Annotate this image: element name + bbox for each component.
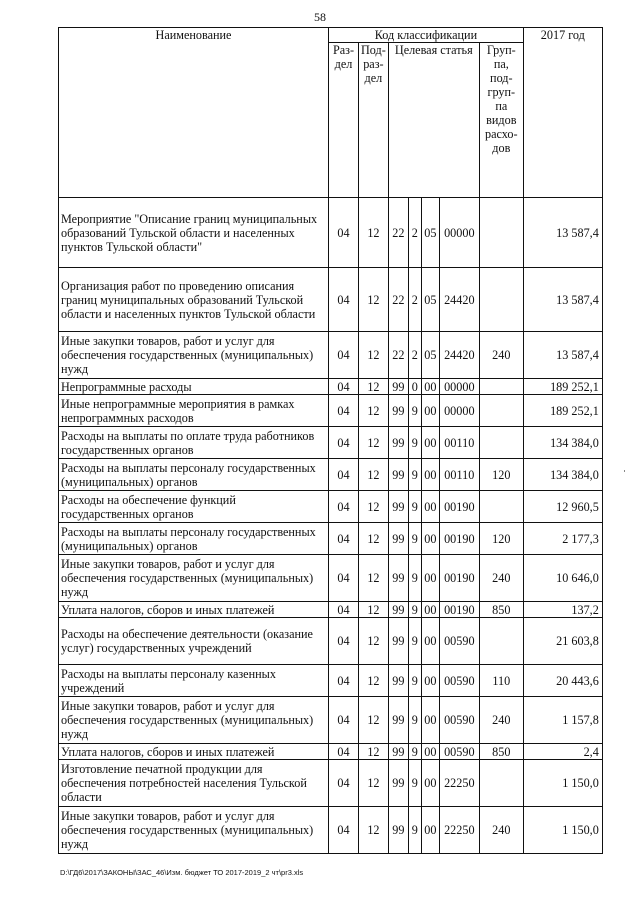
row-target-direction: 24420 <box>439 268 479 332</box>
table-row <box>59 427 603 459</box>
row-subsection: 12 <box>359 395 389 427</box>
row-target-program: 99 <box>388 555 408 602</box>
row-target-program: 99 <box>388 459 408 491</box>
row-target-direction: 00110 <box>439 459 479 491</box>
row-subsection: 12 <box>359 555 389 602</box>
table-row <box>59 198 603 268</box>
row-name: Расходы на выплаты персоналу государственных (муниципальных) органов <box>59 459 329 491</box>
header-code-group: Код классификации <box>329 28 524 43</box>
row-target-program: 99 <box>388 395 408 427</box>
row-subsection: 12 <box>359 807 389 854</box>
row-target-direction: 00190 <box>439 491 479 523</box>
table-row <box>59 555 603 602</box>
header-name: Наименование <box>59 28 329 198</box>
row-expense-group: 110 <box>479 665 523 697</box>
row-expense-group <box>479 618 523 665</box>
row-target-direction: 00190 <box>439 523 479 555</box>
row-name: Расходы на обеспечение функций государственных органов <box>59 491 329 523</box>
row-amount-2017: 1 150,0 <box>523 807 602 854</box>
row-section: 04 <box>329 427 359 459</box>
row-amount-2017: 134 384,0 <box>523 427 602 459</box>
row-target-event: 00 <box>421 555 439 602</box>
row-amount-2017: 1 150,0 <box>523 760 602 807</box>
row-target-subprogram: 9 <box>408 523 421 555</box>
row-section: 04 <box>329 491 359 523</box>
table-row <box>59 379 603 395</box>
row-target-subprogram: 2 <box>408 332 421 379</box>
row-expense-group: 120 <box>479 459 523 491</box>
row-subsection: 12 <box>359 744 389 760</box>
row-target-event: 00 <box>421 491 439 523</box>
row-target-program: 99 <box>388 602 408 618</box>
row-expense-group <box>479 491 523 523</box>
margin-mark <box>624 470 625 472</box>
row-target-event: 00 <box>421 760 439 807</box>
row-target-event: 00 <box>421 523 439 555</box>
row-section: 04 <box>329 459 359 491</box>
row-target-program: 99 <box>388 523 408 555</box>
row-target-program: 99 <box>388 697 408 744</box>
row-amount-2017: 1 157,8 <box>523 697 602 744</box>
table-row <box>59 268 603 332</box>
row-target-direction: 00590 <box>439 697 479 744</box>
row-subsection: 12 <box>359 459 389 491</box>
row-section: 04 <box>329 395 359 427</box>
row-target-program: 99 <box>388 427 408 459</box>
table-row <box>59 744 603 760</box>
row-target-program: 99 <box>388 807 408 854</box>
row-target-subprogram: 9 <box>408 807 421 854</box>
row-target-program: 99 <box>388 618 408 665</box>
row-name: Непрограммные расходы <box>59 379 329 395</box>
row-subsection: 12 <box>359 427 389 459</box>
row-target-program: 99 <box>388 379 408 395</box>
row-name: Организация работ по проведению описания границ муниципальных образований Тульской области и населенных пунктов Тульской области <box>59 268 329 332</box>
row-subsection: 12 <box>359 198 389 268</box>
row-subsection: 12 <box>359 760 389 807</box>
table-row <box>59 395 603 427</box>
table-row <box>59 332 603 379</box>
row-section: 04 <box>329 523 359 555</box>
row-target-direction: 00110 <box>439 427 479 459</box>
row-name: Расходы на обеспечение деятельности (оказание услуг) государственных учреждений <box>59 618 329 665</box>
table-row <box>59 491 603 523</box>
row-expense-group <box>479 395 523 427</box>
row-target-event: 00 <box>421 744 439 760</box>
row-target-direction: 00000 <box>439 379 479 395</box>
row-subsection: 12 <box>359 523 389 555</box>
row-subsection: 12 <box>359 332 389 379</box>
row-target-direction: 00000 <box>439 198 479 268</box>
row-section: 04 <box>329 807 359 854</box>
row-target-direction: 00590 <box>439 744 479 760</box>
row-amount-2017: 13 587,4 <box>523 332 602 379</box>
row-amount-2017: 20 443,6 <box>523 665 602 697</box>
row-target-direction: 00000 <box>439 395 479 427</box>
row-expense-group <box>479 379 523 395</box>
row-target-event: 00 <box>421 602 439 618</box>
header-row-top <box>59 28 603 43</box>
row-target-event: 05 <box>421 332 439 379</box>
row-target-event: 00 <box>421 697 439 744</box>
row-target-event: 00 <box>421 379 439 395</box>
row-expense-group: 240 <box>479 807 523 854</box>
row-name: Расходы на выплаты персоналу казенных учреждений <box>59 665 329 697</box>
row-amount-2017: 2 177,3 <box>523 523 602 555</box>
row-target-program: 99 <box>388 744 408 760</box>
row-expense-group: 120 <box>479 523 523 555</box>
page-number: 58 <box>314 10 326 24</box>
row-name: Уплата налогов, сборов и иных платежей <box>59 602 329 618</box>
row-target-event: 00 <box>421 427 439 459</box>
table-row <box>59 618 603 665</box>
row-target-program: 99 <box>388 665 408 697</box>
row-target-program: 22 <box>388 332 408 379</box>
row-target-subprogram: 9 <box>408 555 421 602</box>
row-amount-2017: 13 587,4 <box>523 198 602 268</box>
row-target-direction: 00590 <box>439 618 479 665</box>
row-target-event: 00 <box>421 395 439 427</box>
row-name: Уплата налогов, сборов и иных платежей <box>59 744 329 760</box>
row-target-direction: 00590 <box>439 665 479 697</box>
row-name: Иные закупки товаров, работ и услуг для обеспечения государственных (муниципальных) нужд <box>59 332 329 379</box>
row-target-direction: 24420 <box>439 332 479 379</box>
row-target-program: 99 <box>388 760 408 807</box>
row-target-event: 00 <box>421 459 439 491</box>
row-name: Иные непрограммные мероприятия в рамках непрограммных расходов <box>59 395 329 427</box>
row-expense-group: 240 <box>479 697 523 744</box>
table-row <box>59 602 603 618</box>
row-target-subprogram: 2 <box>408 198 421 268</box>
row-target-direction: 00190 <box>439 555 479 602</box>
row-subsection: 12 <box>359 618 389 665</box>
row-target-subprogram: 9 <box>408 491 421 523</box>
row-name: Расходы на выплаты персоналу государственных (муниципальных) органов <box>59 523 329 555</box>
row-expense-group: 850 <box>479 744 523 760</box>
row-section: 04 <box>329 665 359 697</box>
row-subsection: 12 <box>359 379 389 395</box>
row-subsection: 12 <box>359 491 389 523</box>
row-target-event: 05 <box>421 268 439 332</box>
row-amount-2017: 134 384,0 <box>523 459 602 491</box>
row-name: Иные закупки товаров, работ и услуг для обеспечения государственных (муниципальных) нужд <box>59 807 329 854</box>
row-section: 04 <box>329 602 359 618</box>
row-section: 04 <box>329 618 359 665</box>
row-target-event: 00 <box>421 618 439 665</box>
row-target-subprogram: 2 <box>408 268 421 332</box>
row-target-subprogram: 9 <box>408 427 421 459</box>
table-row <box>59 760 603 807</box>
row-target-subprogram: 9 <box>408 697 421 744</box>
row-subsection: 12 <box>359 665 389 697</box>
row-amount-2017: 137,2 <box>523 602 602 618</box>
row-target-subprogram: 9 <box>408 602 421 618</box>
row-section: 04 <box>329 268 359 332</box>
table-row <box>59 807 603 854</box>
row-target-event: 00 <box>421 665 439 697</box>
table-row <box>59 523 603 555</box>
header-year: 2017 год <box>523 28 602 198</box>
row-target-subprogram: 0 <box>408 379 421 395</box>
row-subsection: 12 <box>359 697 389 744</box>
row-name: Изготовление печатной продукции для обеспечения потребностей населения Тульской области <box>59 760 329 807</box>
row-section: 04 <box>329 332 359 379</box>
row-target-program: 22 <box>388 198 408 268</box>
row-amount-2017: 21 603,8 <box>523 618 602 665</box>
row-section: 04 <box>329 697 359 744</box>
header-section: Раз- дел <box>329 43 359 198</box>
footer-file-path: D:\ГД6\2017\ЗАКОНЫ\ЗАС_46\Изм. бюджет ТО 2017-2019_2 чт\pr3.xls <box>60 868 304 877</box>
budget-table <box>58 27 603 854</box>
row-section: 04 <box>329 379 359 395</box>
row-expense-group <box>479 268 523 332</box>
row-target-subprogram: 9 <box>408 395 421 427</box>
header-target-article: Целевая статья <box>388 43 479 198</box>
row-name: Иные закупки товаров, работ и услуг для обеспечения государственных (муниципальных) нужд <box>59 697 329 744</box>
row-name: Иные закупки товаров, работ и услуг для обеспечения государственных (муниципальных) нужд <box>59 555 329 602</box>
row-amount-2017: 2,4 <box>523 744 602 760</box>
row-amount-2017: 13 587,4 <box>523 268 602 332</box>
row-section: 04 <box>329 744 359 760</box>
table-row <box>59 665 603 697</box>
row-expense-group: 240 <box>479 332 523 379</box>
row-target-subprogram: 9 <box>408 744 421 760</box>
row-amount-2017: 189 252,1 <box>523 395 602 427</box>
row-amount-2017: 12 960,5 <box>523 491 602 523</box>
row-target-direction: 22250 <box>439 807 479 854</box>
row-target-subprogram: 9 <box>408 760 421 807</box>
row-expense-group <box>479 198 523 268</box>
table-row <box>59 697 603 744</box>
row-target-subprogram: 9 <box>408 459 421 491</box>
row-target-subprogram: 9 <box>408 618 421 665</box>
row-target-event: 00 <box>421 807 439 854</box>
row-section: 04 <box>329 760 359 807</box>
row-expense-group <box>479 760 523 807</box>
row-name: Расходы на выплаты по оплате труда работников государственных органов <box>59 427 329 459</box>
row-target-direction: 00190 <box>439 602 479 618</box>
row-section: 04 <box>329 198 359 268</box>
table-row <box>59 459 603 491</box>
row-target-event: 05 <box>421 198 439 268</box>
row-expense-group: 240 <box>479 555 523 602</box>
row-target-program: 22 <box>388 268 408 332</box>
row-expense-group: 850 <box>479 602 523 618</box>
row-subsection: 12 <box>359 268 389 332</box>
table-body <box>59 198 603 854</box>
row-target-program: 99 <box>388 491 408 523</box>
row-subsection: 12 <box>359 602 389 618</box>
header-expense-group: Груп- па, под- груп- па видов расхо- дов <box>479 43 523 198</box>
row-name: Мероприятие "Описание границ муниципальных образований Тульской области и населенных пунктов Тульской области" <box>59 198 329 268</box>
row-amount-2017: 10 646,0 <box>523 555 602 602</box>
row-section: 04 <box>329 555 359 602</box>
row-target-direction: 22250 <box>439 760 479 807</box>
row-target-subprogram: 9 <box>408 665 421 697</box>
row-amount-2017: 189 252,1 <box>523 379 602 395</box>
row-expense-group <box>479 427 523 459</box>
header-subsection: Под- раз- дел <box>359 43 389 198</box>
